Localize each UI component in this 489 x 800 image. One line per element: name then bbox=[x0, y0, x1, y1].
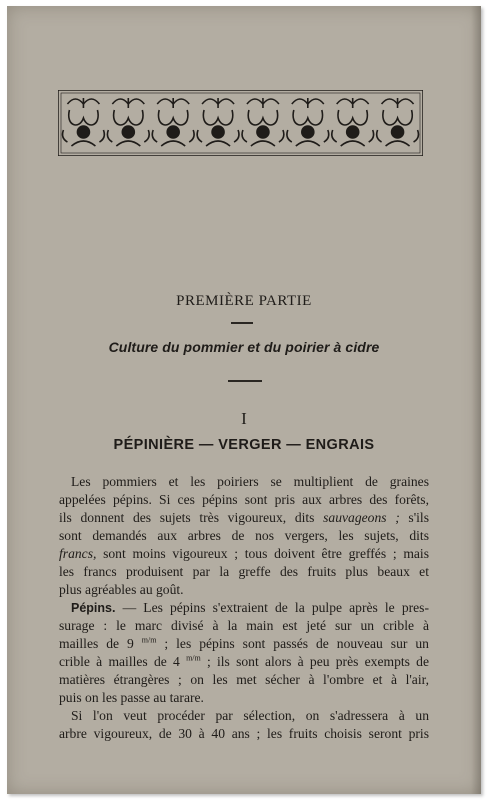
ornament-motif bbox=[63, 98, 105, 146]
text-line: surage : le marc divisé à la main est jeté sur un crible à bbox=[59, 618, 429, 633]
ornament-motif bbox=[107, 98, 149, 146]
text-line: Pépins. — Les pépins s'extraient de la pulpe après le pres- bbox=[71, 600, 429, 615]
part-title: PREMIÈRE PARTIE bbox=[176, 293, 312, 309]
text-line: Les pommiers et les poiriers se multiplient de graines bbox=[71, 474, 429, 489]
text-line: plus agréables au goût. bbox=[59, 582, 184, 597]
ornament-motif bbox=[287, 98, 329, 146]
title-rule-short bbox=[231, 322, 253, 324]
text-line: sont demandés aux arbres de nos vergers, les sujets, dits bbox=[59, 528, 429, 543]
text-line: appelées pépins. Si ces pépins sont pris aux arbres des forêts, bbox=[59, 492, 429, 507]
ornament-motif bbox=[377, 98, 419, 146]
section-subtitle: Culture du pommier et du poirier à cidre bbox=[108, 339, 380, 355]
text-line: puis on les passe au tarare. bbox=[59, 690, 204, 705]
ornament-motif bbox=[197, 98, 239, 146]
book-page bbox=[7, 6, 481, 794]
chapter-title: PÉPINIÈRE — VERGER — ENGRAIS bbox=[113, 437, 375, 453]
chapter-number: I bbox=[241, 409, 247, 428]
ornament-motif bbox=[152, 98, 194, 146]
ornament-motif bbox=[242, 98, 284, 146]
text-line: mailles de 9 $^{m/m}$ ; les pépins sont passés de nouveau sur un bbox=[59, 635, 429, 651]
text-line: matières étrangères ; on les met sécher à l'ombre et à l'air, bbox=[59, 672, 429, 687]
text-line: francs, sont moins vigoureux ; tous doivent être greffés ; mais bbox=[59, 546, 429, 561]
text-line: arbre vigoureux, de 30 à 40 ans ; les fruits choisis seront pris bbox=[59, 726, 429, 741]
ornament-motif bbox=[332, 98, 374, 146]
text-line: Si l'on veut procéder par sélection, on s'adressera à un bbox=[71, 708, 429, 723]
section-divider bbox=[228, 380, 262, 382]
text-line: les francs produisent par la greffe des fruits plus beaux et bbox=[59, 564, 429, 579]
text-line: ils donnent des sujets très vigoureux, dits sauvageons ; s'ils bbox=[59, 510, 429, 525]
decorative-border-ornament bbox=[58, 90, 423, 156]
body-text bbox=[59, 473, 429, 743]
paragraph-lead-term: Pépins. bbox=[71, 601, 116, 615]
text-line: crible à mailles de 4 $^{m/m}$ ; ils sont alors à peu près exempts de bbox=[59, 653, 429, 669]
